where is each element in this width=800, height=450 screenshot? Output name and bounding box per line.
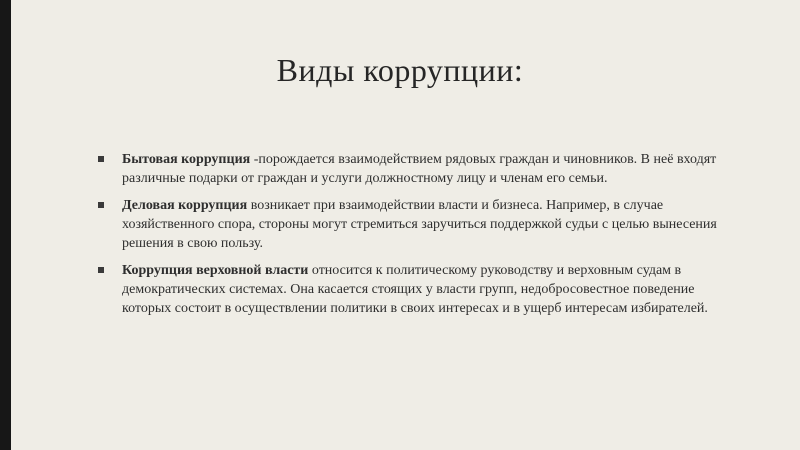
square-bullet-icon — [98, 156, 104, 162]
bullet-term: Деловая коррупция — [122, 198, 248, 213]
bullet-item-business-corruption — [98, 196, 738, 253]
square-bullet-icon — [98, 267, 104, 273]
square-bullet-icon — [98, 202, 104, 208]
bullet-item-household-corruption — [98, 150, 738, 188]
bullet-item-top-power-corruption — [98, 261, 738, 318]
bullet-text: -порождается взаимодействием рядовых граждан и чиновников. В неё входят различные подарки от граждан и услуги должностному лицу и членам его семьи. — [122, 152, 717, 186]
bullet-text: возникает при взаимодействии власти и бизнеса. Например, в случае хозяйственного спора, стороны могут стремиться заручиться поддержкой судьи с целью вынесения решения в свою пользу. — [122, 198, 717, 251]
slide-title: Виды коррупции: — [276, 52, 524, 88]
bullet-term: Коррупция верховной власти — [122, 263, 309, 278]
bullet-text: относится к политическому руководству и верховным судам в демократических системах. Она касается стоящих у власти групп, недобросовестное поведение которых состоит в осуществлении политики в своих интересах и в ущерб интересам избирателей. — [122, 263, 708, 316]
bullet-list — [98, 150, 738, 326]
bullet-term: Бытовая коррупция — [122, 152, 251, 167]
